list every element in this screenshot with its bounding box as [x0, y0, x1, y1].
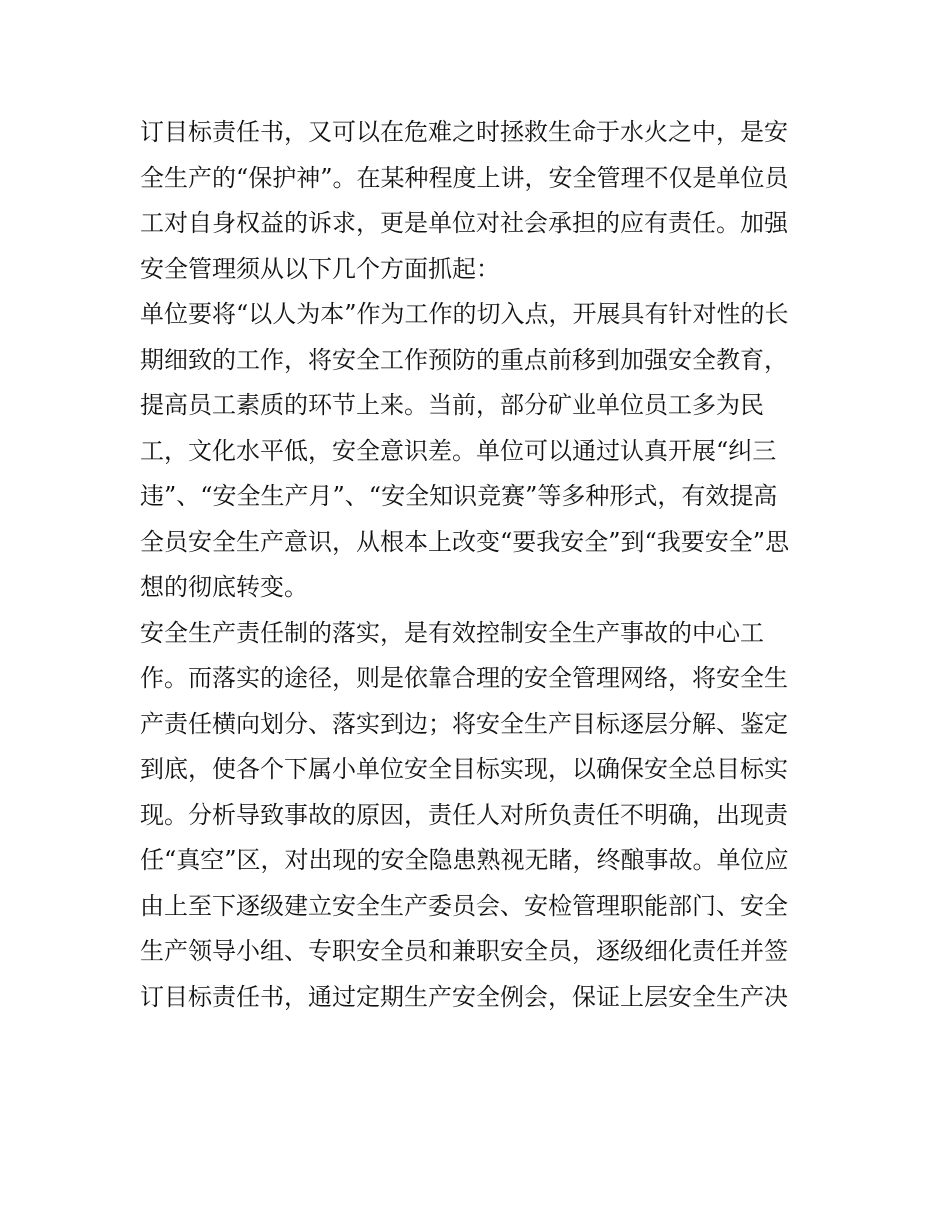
text-line: 任“真空”区，对出现的安全隐患熟视无睹，终酿事故。单位应	[140, 846, 789, 874]
text-line: 作。而落实的途径，则是依靠合理的安全管理网络，将安全生	[140, 664, 788, 692]
text-line: 安全管理须从以下几个方面抓起：	[140, 254, 500, 283]
text-line: 违”、“安全生产月”、“安全知识竞赛”等多种形式，有效提高	[140, 482, 778, 510]
text-line: 工，文化水平低，安全意识差。单位可以通过认真开展“纠三	[140, 436, 777, 465]
text-line: 由上至下逐级建立安全生产委员会、安检管理职能部门、安全	[140, 891, 788, 920]
text-line: 生产领导小组、专职安全员和兼职安全员，逐级细化责任并签	[140, 937, 788, 965]
text-line: 现。分析导致事故的原因，责任人对所负责任不明确，出现责	[140, 800, 788, 829]
text-line: 期细致的工作，将安全工作预防的重点前移到加强安全教育，	[140, 345, 788, 374]
text-line: 全生产的“保护神”。在某种程度上讲，安全管理不仅是单位员	[140, 163, 789, 192]
text-line: 工对自身权益的诉求，更是单位对社会承担的应有责任。加强	[140, 209, 788, 237]
text-line: 订目标责任书，通过定期生产安全例会，保证上层安全生产决	[140, 982, 788, 1011]
text-line: 想的彻底转变。	[140, 573, 308, 601]
text-line: 产责任横向划分、落实到边；将安全生产目标逐层分解、鉴定	[140, 709, 788, 738]
body-text	[140, 110, 820, 1020]
text-line: 全员安全生产意识，从根本上改变“要我安全”到“我要安全”思	[140, 527, 790, 556]
text-line: 单位要将“以人为本”作为工作的切入点，开展具有针对性的长	[140, 300, 789, 328]
text-line: 订目标责任书，又可以在危难之时拯救生命于水火之中，是安	[140, 118, 788, 146]
text-line: 提高员工素质的环节上来。当前，部分矿业单位员工多为民	[140, 391, 764, 419]
text-line: 到底，使各个下属小单位安全目标实现，以确保安全总目标实	[140, 755, 788, 783]
text-line: 安全生产责任制的落实，是有效控制安全生产事故的中心工	[140, 618, 764, 647]
